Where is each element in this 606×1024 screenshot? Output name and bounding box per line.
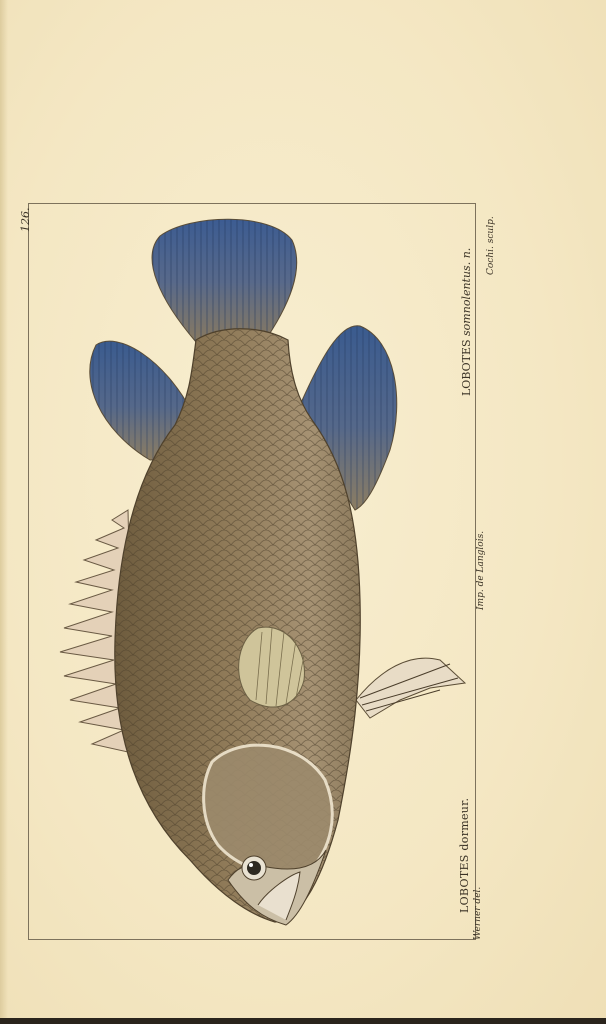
eye-icon bbox=[242, 856, 266, 880]
caudal-fin bbox=[152, 219, 297, 345]
common-name: LOBOTES dormeur. bbox=[458, 797, 471, 913]
printer-credit: Imp. de Langlois. bbox=[476, 530, 486, 610]
engraver-credit: Cochi. sculp. bbox=[486, 216, 496, 275]
scientific-species: somnolentus. n. bbox=[460, 247, 473, 336]
ventral-fin bbox=[356, 658, 465, 718]
scientific-genus: LOBOTES bbox=[460, 339, 473, 396]
scientific-name bbox=[460, 248, 473, 396]
plate-number: 126. bbox=[19, 207, 32, 232]
artist-credit: Werner del. bbox=[473, 886, 483, 940]
page-bottom-edge bbox=[0, 1018, 606, 1024]
